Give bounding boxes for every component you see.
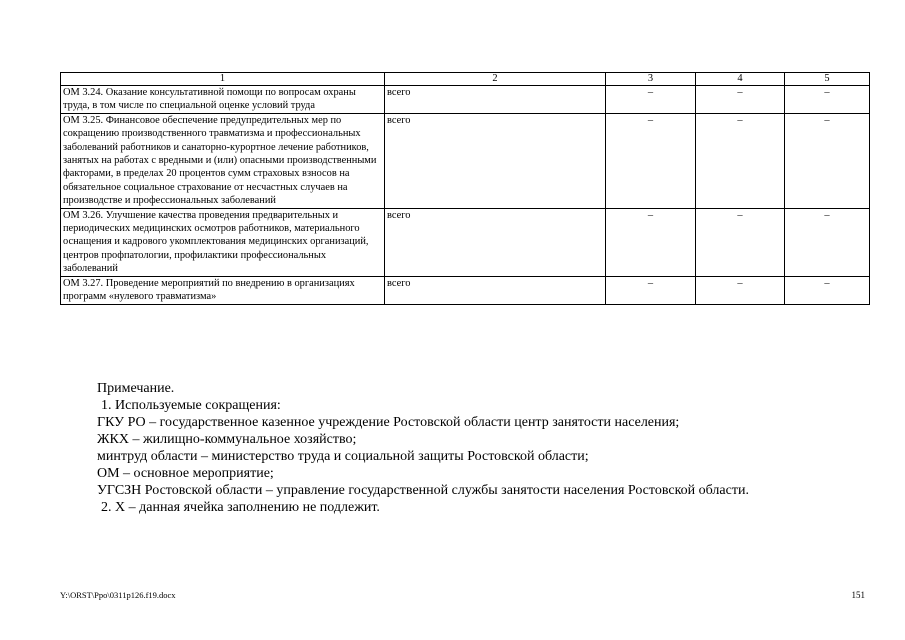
table-row: [61, 86, 870, 114]
row-title: ОМ 3.27. Проведение мероприятий по внедрению в организациях программ «нулевого травматизма»: [61, 276, 385, 304]
row-value-3: –: [606, 113, 696, 208]
abbreviation-line: минтруд области – министерство труда и социальной защиты Ростовской области;: [97, 449, 589, 464]
header-cell-2: 2: [385, 73, 606, 86]
file-path: Y:\ORST\Ppo\0311p126.f19.docx: [60, 590, 176, 600]
table-header-row: [61, 73, 870, 86]
row-value-5: –: [785, 113, 870, 208]
row-value-4: –: [696, 208, 785, 276]
row-value-4: –: [696, 113, 785, 208]
page-number: 151: [851, 590, 865, 600]
row-value-4: –: [696, 276, 785, 304]
row-value-4: –: [696, 86, 785, 114]
notes-item-2: 2. Х – данная ячейка заполнению не подлежит.: [101, 500, 380, 515]
abbreviation-line: УГСЗН Ростовской области – управление государственной службы занятости населения Ростовской области.: [97, 483, 749, 498]
row-source: всего: [385, 208, 606, 276]
row-value-5: –: [785, 276, 870, 304]
abbreviation-line: ГКУ РО – государственное казенное учреждение Ростовской области центр занятости населения;: [97, 415, 680, 430]
header-cell-3: 3: [606, 73, 696, 86]
row-value-3: –: [606, 276, 696, 304]
notes-block: [97, 380, 749, 516]
row-source: всего: [385, 113, 606, 208]
row-title: ОМ 3.24. Оказание консультативной помощи по вопросам охраны труда, в том числе по специальной оценке условий труда: [61, 86, 385, 114]
table-row: [61, 276, 870, 304]
header-cell-5: 5: [785, 73, 870, 86]
row-value-5: –: [785, 86, 870, 114]
notes-item-1: 1. Используемые сокращения:: [101, 398, 281, 413]
table-row: [61, 113, 870, 208]
row-value-3: –: [606, 208, 696, 276]
row-value-3: –: [606, 86, 696, 114]
row-title: ОМ 3.25. Финансовое обеспечение предупредительных мер по сокращению производственного травматизма и профессиональных заболеваний работников и санаторно-курортное лечение работников, занятых на работах с вредными и (или) опасными производственными факторами, в пределах 20 процентов сумм страховых взносов на обязательное социальное страхование от несчастных случаев на производстве и профессиональных заболеваний: [61, 113, 385, 208]
row-value-5: –: [785, 208, 870, 276]
header-cell-4: 4: [696, 73, 785, 86]
row-source: всего: [385, 276, 606, 304]
program-table: [60, 72, 870, 305]
notes-title: Примечание.: [97, 381, 175, 396]
header-cell-1: 1: [61, 73, 385, 86]
row-title: ОМ 3.26. Улучшение качества проведения предварительных и периодических медицинских осмотров работников, материального оснащения и кадрового укомплектования медицинских организаций, центров профпатологии, профилактики профессиональных заболеваний: [61, 208, 385, 276]
row-source: всего: [385, 86, 606, 114]
abbreviation-line: ОМ – основное мероприятие;: [97, 466, 274, 481]
table-row: [61, 208, 870, 276]
abbreviation-line: ЖКХ – жилищно-коммунальное хозяйство;: [97, 432, 357, 447]
